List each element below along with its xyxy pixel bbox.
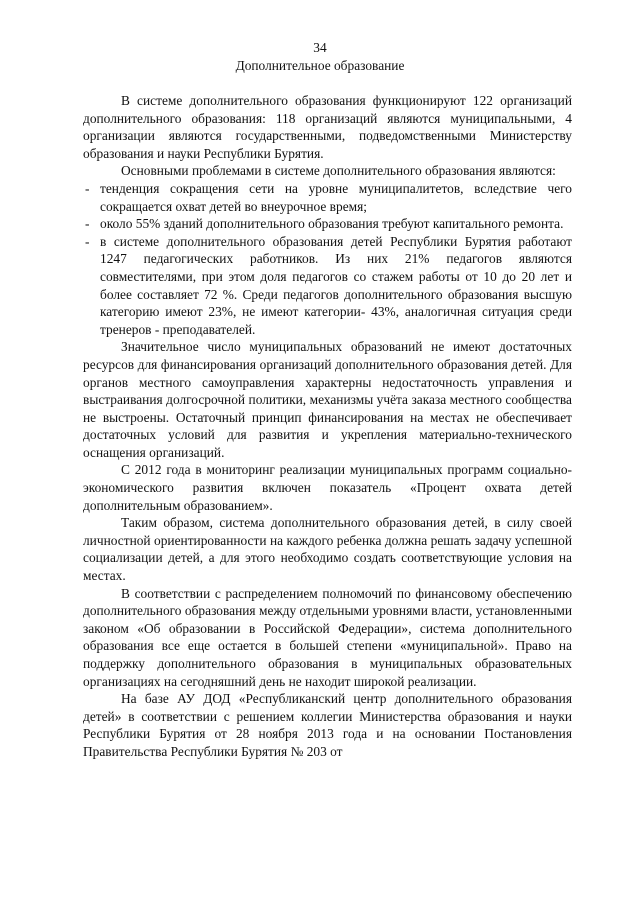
paragraph-monitoring: С 2012 года в мониторинг реализации муниципальных программ социально-экономического развития включен показатель «Процент охвата детей дополнительным образованием». <box>83 462 572 513</box>
paragraph-organizations: В системе дополнительного образования функционируют 122 организаций дополнительного образования: 118 организаций являются муниципальными, 4 организации являются государственными, подведомственными Министерству образования и науки Республики Бурятия. <box>83 93 572 161</box>
paragraph-conclusion: Таким образом, система дополнительного образования детей, в силу своей личностной ориентированности на каждого ребенка должна решать задачу успешной социализации детей, а для этого необходимо создать соответствующие условия на местах. <box>83 515 572 584</box>
paragraph-powers: В соответствии с распределением полномочий по финансовому обеспечению дополнительного образования между отдельными уровнями власти, установленными законом «Об образовании в Российской Федерации», система дополнительного образования все еще остается в большей степени «муниципальной». Право на поддержку дополнительного образования в муниципальных образовательных организациях на сегодняшний день не находит широкой реализации. <box>83 585 572 689</box>
paragraph-resources: Значительное число муниципальных образований не имеют достаточных ресурсов для финансирования организаций дополнительного образования детей. Для органов местного самоуправления характерны недостаточность управления и выстраивания долгосрочной политики, механизмы учёта заказа местного сообщества не выстроены. Остаточный принцип финансирования на местах не обеспечивает достаточных условий для развития и укрепления материально-технического оснащения организаций. <box>83 339 572 460</box>
list-item: - около 55% зданий дополнительного образования требуют капитального ремонта. <box>83 215 572 233</box>
paragraph-problems-intro: Основными проблемами в системе дополнительного образования являются: <box>121 163 556 179</box>
section-heading: Дополнительное образование <box>235 58 405 73</box>
list-item: - тенденция сокращения сети на уровне муниципалитетов, вследствие чего сокращается охват детей во внеурочное время; <box>83 180 572 215</box>
paragraph-center: На базе АУ ДОД «Республиканский центр дополнительного образования детей» в соответствии с решением коллегии Министерства образования и науки Республики Бурятия от 28 ноября 2013 года и на основании Постановления Правительства Республики Бурятия № 203 от <box>83 691 572 759</box>
problems-list <box>83 180 572 338</box>
page-number: 34 <box>313 40 327 55</box>
list-item: - в системе дополнительного образования детей Республики Бурятия работают 1247 педагогических работников. Из них 21% педагогов являются совместителями, при этом доля педагогов со стажем работы от 10 до 20 лет и более составляет 72 %. Среди педагогов дополнительного образования высшую категорию имеют 23%, не имеют категории- 43%, аналогичная ситуация среди тренеров - преподавателей. <box>83 233 572 339</box>
document-body <box>83 92 572 761</box>
